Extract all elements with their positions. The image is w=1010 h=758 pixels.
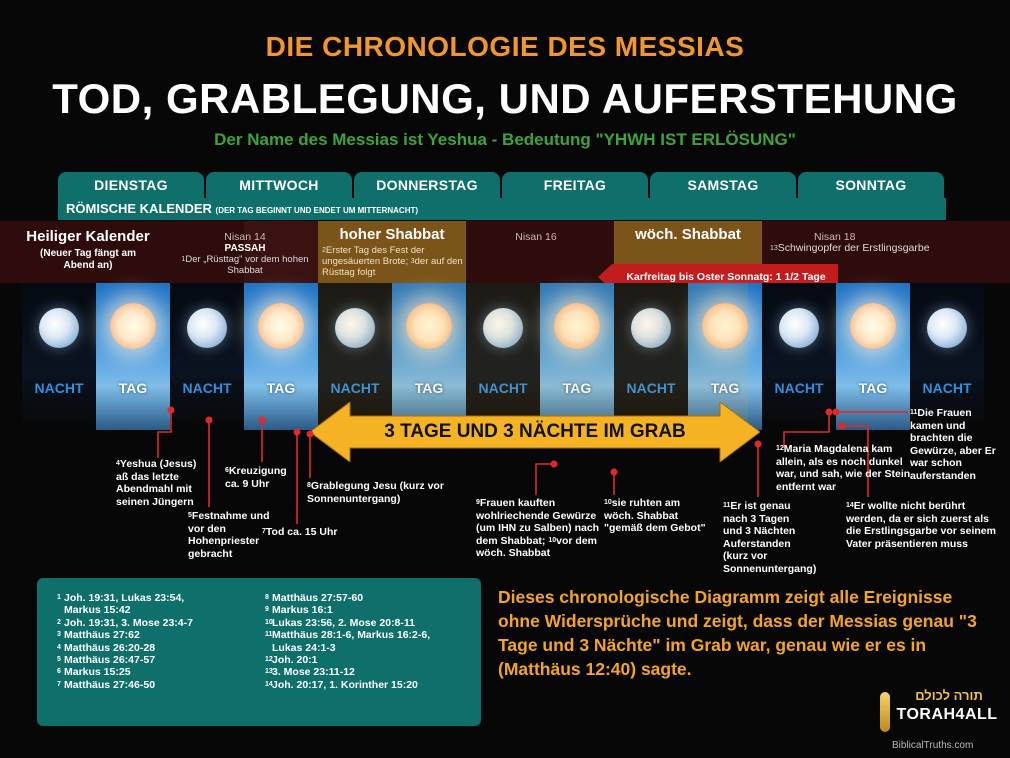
event-crucifixion: $^6$Kreuzigung ca. 9 Uhr	[225, 465, 287, 490]
reference-item: 8 Matthäus 27:57-60	[265, 592, 364, 604]
reference-item: 10Lukas 23:56, 2. Mose 20:8-11	[265, 616, 415, 629]
nisan18-note: Schwingopfer der Erstlingsgarbe	[777, 242, 930, 254]
reference-item: 1 Joh. 19:31, Lukas 23:54,	[57, 592, 185, 604]
day-tab-thursday: DONNERSTAG	[354, 172, 500, 198]
references-box	[37, 578, 481, 726]
reference-item: 4 Matthäus 26:20-28	[57, 641, 156, 654]
night-label: NACHT	[182, 380, 232, 396]
roman-calendar-label: RÖMISCHE KALENDER	[66, 201, 212, 216]
title-top: DIE CHRONOLOGIE DES MESSIAS	[265, 31, 745, 62]
night-label: NACHT	[330, 380, 380, 396]
day-tab-saturday: SAMSTAG	[650, 172, 796, 198]
reference-item: 7 Matthäus 27:46-50	[57, 678, 156, 691]
subtitle: Der Name des Messias ist Yeshua - Bedeutung "YHWH IST ERLÖSUNG"	[214, 130, 796, 149]
day-label: TAG	[414, 380, 444, 396]
day-label: TAG	[118, 380, 148, 396]
reference-item: 3 Matthäus 27:62	[57, 629, 140, 642]
event-women-spices: $^9$Frauen kauften wohlriechende Gewürze (um IHN zu Salben) nach dem Shabbat; $^{10}$vor dem wöch. Shabbat	[476, 497, 600, 559]
day-label: TAG	[858, 380, 888, 396]
event-women-came: $^{11}$Die Frauen kamen und brachten die Gewürze, aber Er war schon auferstanden	[910, 407, 996, 482]
day-tab-tuesday: DIENSTAG	[58, 172, 204, 198]
page-title: TOD, GRABLEGUNG, UND AUFERSTEHUNG	[52, 75, 958, 122]
event-last-supper: $^4$Yeshua (Jesus) aß das letzte Abendmahl mit seinen Jüngern	[116, 458, 197, 508]
night-label: NACHT	[922, 380, 972, 396]
event-rest-shabbat: $^{10}$sie ruhten am wöch. Shabbat "gemäß dem Gebot"	[604, 497, 706, 534]
footer-website: BiblicalTruths.com	[892, 740, 974, 751]
night-label: NACHT	[774, 380, 824, 396]
event-burial: $^8$Grablegung Jesu (kurz vor Sonnenuntergang)	[307, 480, 444, 505]
reference-item: 133. Mose 23:11-12	[265, 666, 355, 679]
day-label: TAG	[710, 380, 740, 396]
passah-note: Der „Rüsttag" vor dem hohen Shabbat	[185, 254, 309, 276]
event-death: $^7$Tod ca. 15 Uhr	[262, 526, 338, 538]
nisan16-label: Nisan 16	[515, 231, 557, 243]
night-label: NACHT	[478, 380, 528, 396]
high-shabbat-label: hoher Shabbat	[339, 226, 445, 243]
reference-item: 14Joh. 20:17, 1. Korinther 15:20	[265, 678, 418, 691]
holy-calendar-note: (Neuer Tag fängt am Abend an)	[40, 248, 136, 271]
torah4all-logo: תורה לכולם TORAH4ALL	[880, 688, 998, 738]
reference-item: Markus 15:42	[64, 604, 131, 617]
summary-text: Dieses chronologische Diagramm zeigt alle Ereignisse ohne Widersprüche und zeigt, dass der Messias genau "3 Tage und 3 Nächte" im Grab war, genau wie er es in (Matthäus 12:40) sagte.	[498, 587, 977, 679]
reference-item: 9 Markus 16:1	[265, 604, 333, 617]
roman-calendar-note: (DER TAG BEGINNT UND ENDET UM MITTERNACHT)	[215, 206, 419, 215]
day-label: TAG	[266, 380, 296, 396]
reference-item: 2 Joh. 19:31, 3. Mose 23:4-7	[57, 616, 193, 629]
holy-calendar-label: Heiliger Kalender	[26, 228, 150, 245]
nisan14-label: Nisan 14	[224, 231, 266, 243]
night-label: NACHT	[626, 380, 676, 396]
event-mary-magdalene: $^{12}$Maria Magdalena kam allein, als es noch dunkel war, und sah, wie der Stein entfernt war	[776, 443, 911, 493]
reference-item: 5 Matthäus 26:47-57	[57, 654, 156, 667]
day-tab-friday: FREITAG	[502, 172, 648, 198]
night-label: NACHT	[34, 380, 84, 396]
reference-item: 11Matthäus 28:1-6, Markus 16:2-6,	[265, 629, 431, 642]
event-resurrection: $^{11}$Er ist genau nach 3 Tagen und 3 Nächten Auferstanden (kurz vor Sonnenuntergang)	[723, 500, 817, 575]
reference-item: Lukas 24:1-3	[272, 641, 336, 654]
passah-label: PASSAH	[224, 243, 266, 254]
high-shabbat-note2: der auf den Rüsttag folgt	[322, 256, 463, 278]
reference-item: 6 Markus 15:25	[57, 666, 131, 679]
high-shabbat-note: Erster Tag des Fest der ungesäuerten Brote;	[322, 245, 425, 267]
event-not-touched: $^{14}$Er wollte nicht berührt werden, da er sich zuerst als die Erstlingsgarbe vor seinem Vater präsentieren muss	[846, 500, 996, 550]
day-tab-wednesday: MITTWOCH	[206, 172, 352, 198]
nisan18-label: Nisan 18	[814, 231, 856, 243]
event-arrest: $^5$Festnahme und vor den Hohenpriester gebracht	[188, 510, 270, 560]
good-friday-text: Karfreitag bis Oster Sonnatg: 1 1/2 Tage	[626, 271, 826, 283]
reference-item: 12Joh. 20:1	[265, 654, 318, 667]
grave-duration-text: 3 TAGE UND 3 NÄCHTE IM GRAB	[384, 421, 686, 442]
day-label: TAG	[562, 380, 592, 396]
weekly-shabbat-label: wöch. Shabbat	[635, 226, 741, 243]
day-tab-sunday: SONNTAG	[798, 172, 944, 198]
